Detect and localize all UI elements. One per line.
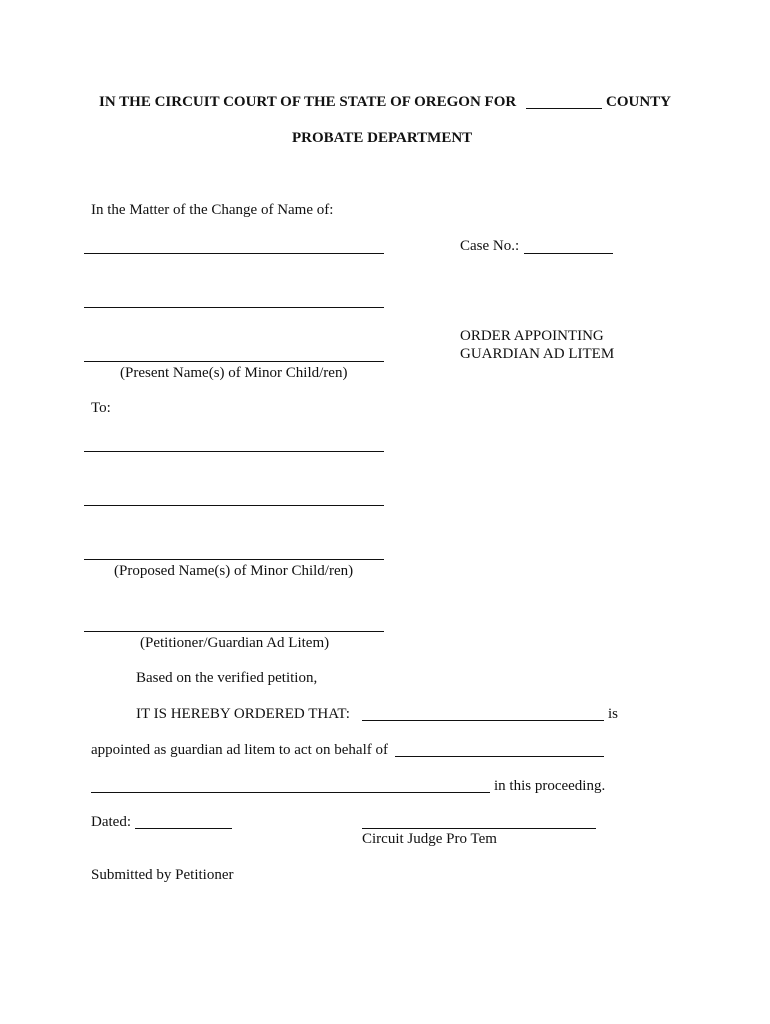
proposed-name-line-3[interactable] xyxy=(84,559,384,560)
order-title-line-2: GUARDIAN AD LITEM xyxy=(460,346,615,362)
petitioner-label: (Petitioner/Guardian Ad Litem) xyxy=(140,635,330,651)
behalf-of-line-2[interactable] xyxy=(91,792,490,793)
in-proceeding-text: in this proceeding. xyxy=(494,778,606,794)
petitioner-line[interactable] xyxy=(84,631,384,632)
is-text: is xyxy=(608,706,619,722)
proposed-name-line-1[interactable] xyxy=(84,451,384,452)
order-title-line-1: ORDER APPOINTING xyxy=(460,328,604,344)
county-blank-line[interactable] xyxy=(526,108,602,109)
submitted-by-text: Submitted by Petitioner xyxy=(91,867,234,883)
based-on-text: Based on the verified petition, xyxy=(136,670,318,686)
proposed-name-line-2[interactable] xyxy=(84,505,384,506)
ordered-that-text: IT IS HEREBY ORDERED THAT: xyxy=(136,706,350,722)
present-name-line-2[interactable] xyxy=(84,307,384,308)
case-no-label: Case No.: xyxy=(460,238,520,254)
behalf-of-line-1[interactable] xyxy=(395,756,604,757)
present-name-line-3[interactable] xyxy=(84,361,384,362)
appointed-text: appointed as guardian ad litem to act on behalf of xyxy=(91,742,388,758)
case-no-line[interactable] xyxy=(524,253,613,254)
present-name-line-1[interactable] xyxy=(84,253,384,254)
judge-signature-line[interactable] xyxy=(362,828,596,829)
present-names-label: (Present Name(s) of Minor Child/ren) xyxy=(120,365,348,381)
dated-label: Dated: xyxy=(91,814,131,830)
dated-line[interactable] xyxy=(135,828,232,829)
county-label: COUNTY xyxy=(606,94,672,110)
court-title: IN THE CIRCUIT COURT OF THE STATE OF OREGON FOR xyxy=(99,94,517,110)
judge-label: Circuit Judge Pro Tem xyxy=(362,831,497,847)
to-label: To: xyxy=(91,400,111,416)
guardian-name-line[interactable] xyxy=(362,720,604,721)
department-title: PROBATE DEPARTMENT xyxy=(292,130,473,146)
proposed-names-label: (Proposed Name(s) of Minor Child/ren) xyxy=(114,563,354,579)
matter-of-label: In the Matter of the Change of Name of: xyxy=(91,202,334,218)
